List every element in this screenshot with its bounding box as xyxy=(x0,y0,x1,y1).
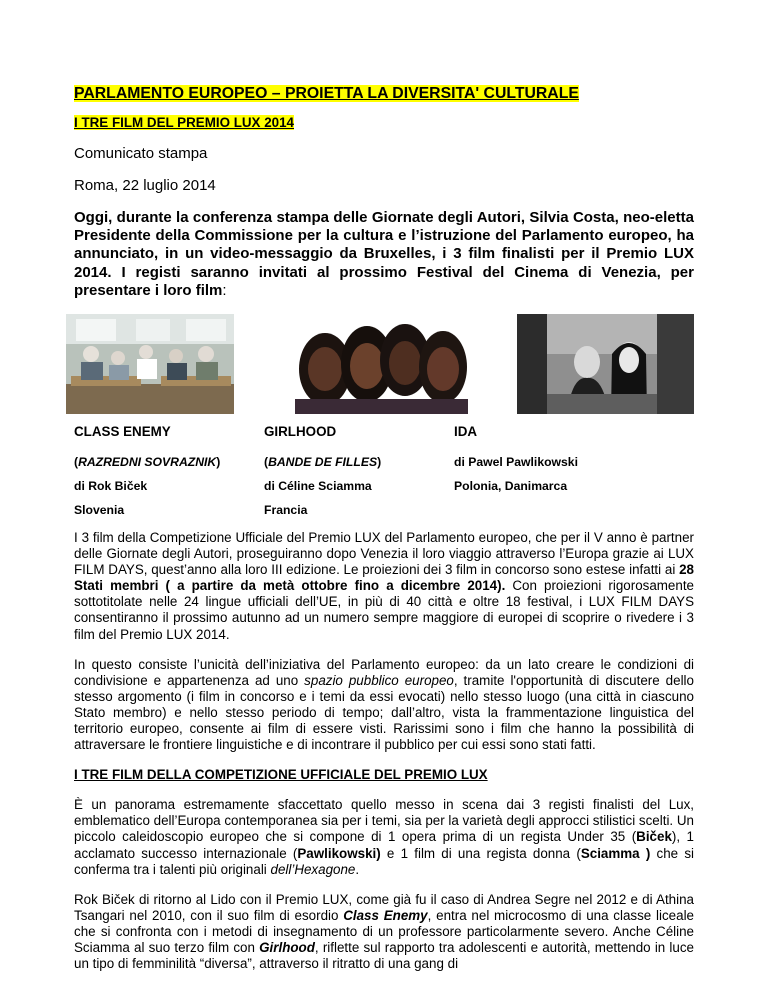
paragraph-directors: Rok Biček di ritorno al Lido con il Premio LUX, come già fu il caso di Andrea Segre nel 2012 e di Athina Tsangari nel 2010, con il suo film di esordio Class Enemy, entra nel microcosmo di una classe liceale che si confronta con i metodi di insegnamento di un professore particolarmente severo. Anche Céline Sciamma al suo terzo film con Girlhood, riflette sul rapporto tra adolescenti e autorità, mettendo in luce un tipo di femminilità “diversa”, attraverso il ritratto di una gang di xyxy=(74,891,694,972)
paragraph-lux-film-days: I 3 film della Competizione Ufficiale del Premio LUX del Parlamento europeo, che per il V anno è partner delle Giornate degli Autori, proseguiranno dopo Venezia il loro viaggio attraverso l’Europa grazie ai LUX FILM DAYS, quest’anno alla loro III edizione. Le proiezioni dei 3 film in concorso sono estese infatti ai 28 Stati membri ( a partire da metà ottobre fino a dicembre 2014). Con proiezioni rigorosamente sottotitolate nelle 24 lingue ufficiali dell’UE, in più di 40 città e oltre 18 festival, i LUX FILM DAYS consentiranno il prossimo autunno ad un numero sempre maggiore di europei di scoprire o rivedere i 3 film del Premio LUX 2014. xyxy=(74,530,694,642)
film-title: GIRLHOOD xyxy=(264,424,337,440)
paragraph-initiative: In questo consiste l’unicità dell’iniziativa del Parlamento europeo: da un lato creare le condizioni di condivisione e appartenenza ad uno spazio pubblico europeo, tramite l'opportunità di discutere dello stesso argomento (i film in concorso e i temi da essi evocati) nello stesso luogo (una città in ciascuno Stato membro) e nello stesso periodo di tempo; dall’altro, vista la frammentazione linguistica del territorio europeo, consente ai film di essere visti. Rarissimi sono i film che hanno la possibilità di attraversare le frontiere linguistiche e di incontrare il pubblico per cui essi sono stati fatti. xyxy=(74,656,694,753)
film-director: di Rok Biček xyxy=(74,479,148,494)
film-title: IDA xyxy=(454,424,478,440)
document-subtitle: I TRE FILM DEL PREMIO LUX 2014 xyxy=(74,115,294,130)
film-stills xyxy=(74,314,694,414)
film-director: di Pawel Pawlikowski xyxy=(454,455,578,470)
paragraph-panorama: È un panorama estremamente sfaccettato quello messo in scena dai 3 registi finalisti del Lux, emblematico dell’Europa contemporanea sia per i temi, sia per la varietà degli approcci stilistici scelti. Un piccolo caleidoscopio europeo che si compone di 1 opera prima di un regista Under 35 (Biček), 1 acclamato successo internazionale (Pawlikowski) e 1 film di una regista donna (Sciamma ) che si conferma tra i talenti più originali dell’Hexagone. xyxy=(74,797,694,877)
finalist-films xyxy=(74,424,694,526)
press-label: Comunicato stampa xyxy=(74,145,208,162)
press-release xyxy=(74,84,694,986)
document-title: PARLAMENTO EUROPEO – PROIETTA LA DIVERSITA' CULTURALE xyxy=(74,85,579,102)
film-title: CLASS ENEMY xyxy=(74,424,171,440)
girlhood-still xyxy=(295,314,468,414)
lead-paragraph: Oggi, durante la conferenza stampa delle Giornate degli Autori, Silvia Costa, neo-eletta Presidente della Commissione per la cultura e l’istruzione del Parlamento europeo, ha annunciato, in un video-messaggio da Bruxelles, i 3 film finalisti per il Premio LUX 2014. I registi saranno invitati al prossimo Festival del Cinema di Venezia, per presentare i loro film: xyxy=(74,209,694,299)
film-director: di Céline Sciamma xyxy=(264,479,372,494)
film-original-title: (RAZREDNI SOVRAZNIK) xyxy=(74,455,221,470)
class-enemy-still xyxy=(66,314,234,414)
film-country: Polonia, Danimarca xyxy=(454,479,568,494)
film-original-title: (BANDE DE FILLES) xyxy=(264,455,382,470)
section-heading: I TRE FILM DELLA COMPETIZIONE UFFICIALE DEL PREMIO LUX xyxy=(74,767,488,783)
ida-still xyxy=(517,314,694,414)
film-country: Francia xyxy=(264,503,308,518)
dateline: Roma, 22 luglio 2014 xyxy=(74,177,216,194)
film-country: Slovenia xyxy=(74,503,125,518)
